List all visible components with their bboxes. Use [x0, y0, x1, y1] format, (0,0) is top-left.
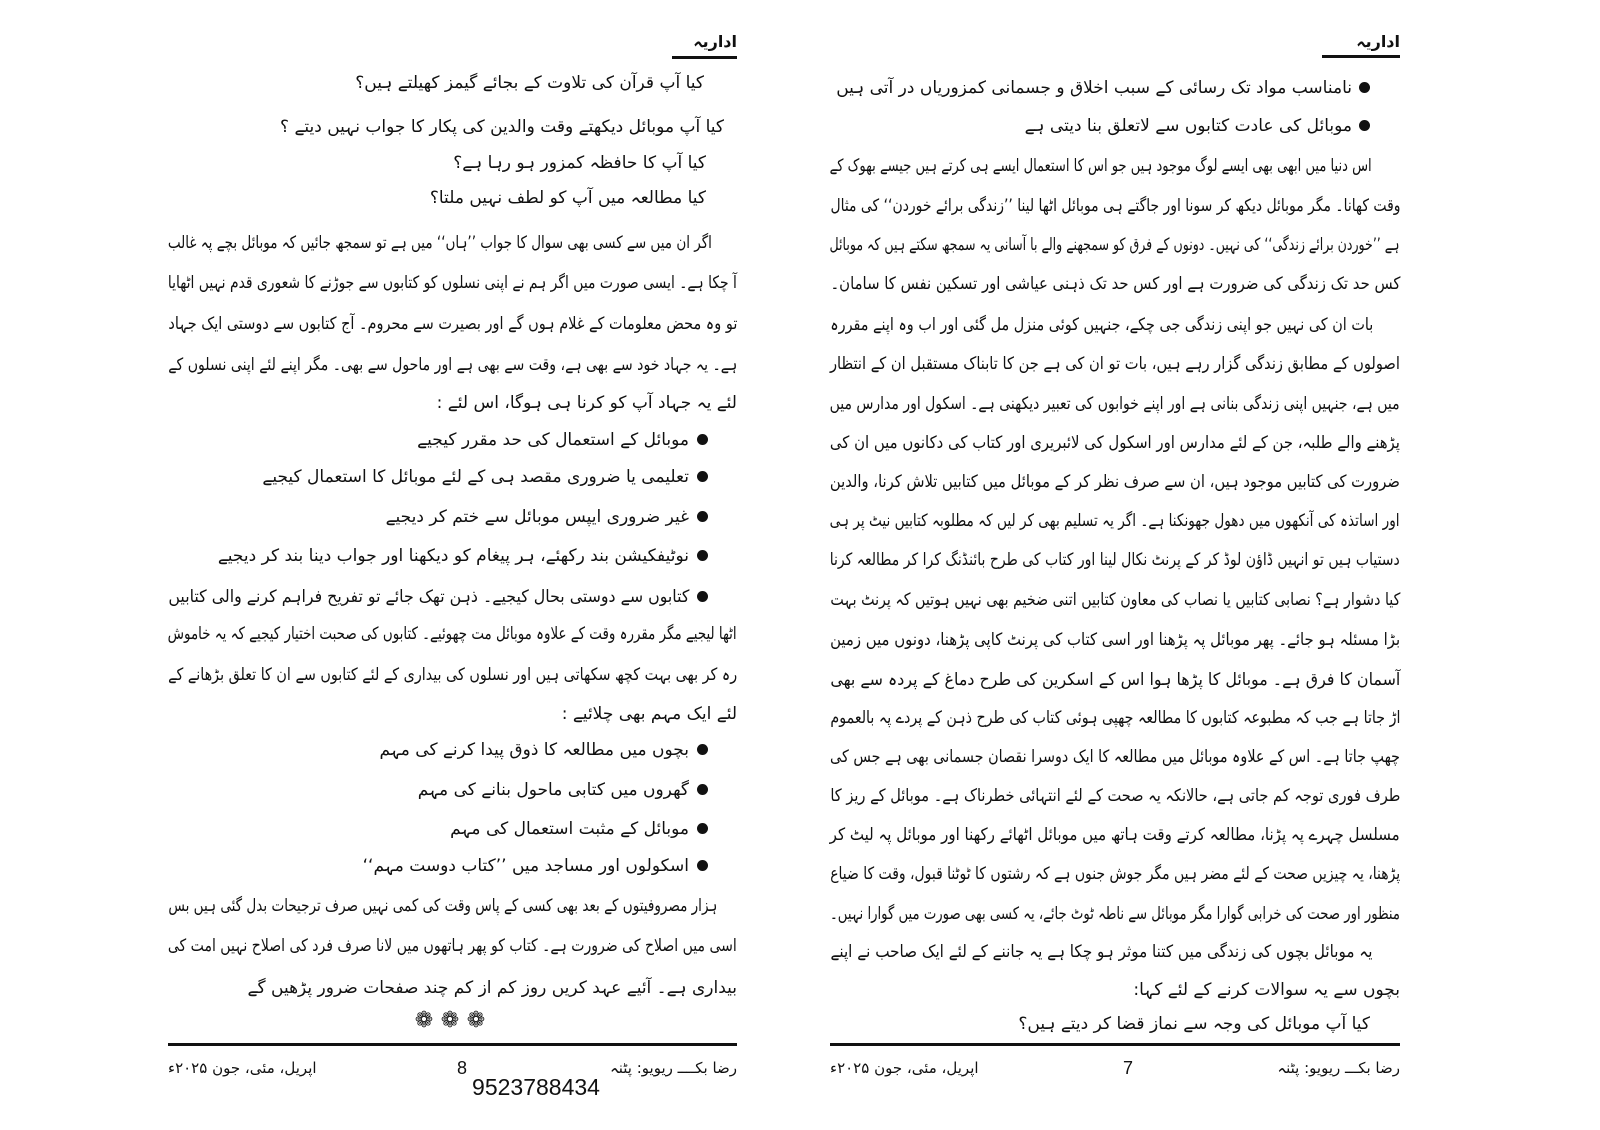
paragraph-line — [830, 150, 1400, 182]
line-text: منظور اور صحت کی خرابی گوارا مگر موبائل سے ناطہ ٹوٹ جائے، یہ کسی بھی صورت میں گوارا نہیں۔ — [830, 904, 1400, 924]
line-text: ہے ’’خوردن برائے زندگی‘‘ کی نہیں۔ دونوں کے فرق کو سمجھنے والے با آسانی یہ سمجھ سکتے ہیں کہ موبائل — [830, 235, 1400, 255]
line-text: آ چکا ہے۔ ایسی صورت میں اگر ہم نے اپنی نسلوں کو کتابوں سے جوڑنے کا شعوری قدم نہیں اٹھایا — [167, 273, 737, 293]
line-text: آسمان کا فرق ہے۔ موبائل کا پڑھا ہوا اس کے اسکرین کی طرح دماغ کے پردہ سے بھی — [830, 670, 1400, 690]
floral-ornament-icon — [437, 1006, 463, 1036]
footer-rule — [830, 1043, 1400, 1046]
paragraph-line — [168, 618, 737, 650]
question-line: کیا آپ کا حافظہ کمزور ہو رہا ہے؟ — [453, 153, 706, 173]
paragraph-line — [168, 659, 737, 691]
magazine-name: رضا بکـــ ریویو: پٹنہ — [1277, 1059, 1400, 1077]
paragraph-line — [168, 267, 737, 299]
paragraph-line — [830, 819, 1400, 851]
bullet-item: موبائل کے مثبت استعمال کی مہم — [450, 819, 689, 839]
question-line: کیا مطالعہ میں آپ کو لطف نہیں ملتا؟ — [429, 188, 706, 208]
paragraph-line — [830, 664, 1400, 696]
ornament-divider — [400, 1006, 500, 1036]
line-text: کس حد تک زندگی کی ضرورت ہے اور کس حد تک ذہنی عیاشی اور تسکین نفس کا سامان۔ — [829, 274, 1400, 294]
paragraph-line — [830, 427, 1400, 459]
line-text: پڑھنا، یہ چیزیں صحت کے لئے مضر ہیں مگر جوش جنوں ہے کہ رشتوں کا ٹوٹنا قبول، وقت کا ضیاع — [830, 864, 1400, 884]
line-text: اصولوں کے مطابق زندگی گزار رہے ہیں، بات تو ان کی ہے جن کا تابناک مستقبل ان کے انتظار — [830, 354, 1400, 374]
paragraph-line — [830, 466, 1400, 498]
line-text: رہ کر بھی بہت کچھ سکھاتی ہیں اور نسلوں کی بیداری کے لئے کتابوں سے ان کا تعلق بڑھانے کے — [167, 665, 737, 685]
line-text: بات ان کی نہیں جو اپنی زندگی جی چکے، جنہیں کوئی منزل مل گئی اور اب وہ اپنے مقررہ — [829, 315, 1373, 335]
paragraph-line — [168, 890, 737, 922]
paragraph-line — [830, 388, 1400, 420]
paragraph-line — [830, 268, 1400, 300]
paragraph-line — [830, 544, 1400, 576]
bullet-item: غیر ضروری ایپس موبائل سے ختم کر دیجیے — [385, 507, 689, 527]
line-text: اٹھا لیجیے مگر مقررہ وقت کے علاوہ موبائل مت چھوئیے۔ کتابوں کی صحبت اختیار کیجیے کہ یہ خاموش — [167, 624, 737, 644]
paragraph-line — [168, 308, 737, 340]
section-header: اداریہ — [1356, 32, 1400, 51]
line-text: بڑا مسئلہ ہو جائے۔ پھر موبائل پہ پڑھنا اور اسی کتاب کی پرنٹ کاپی پڑھنا، دونوں میں زمین — [830, 630, 1400, 650]
line-text: ہے۔ یہ جہاد خود سے بھی ہے، وقت سے بھی ہے اور ماحول سے بھی۔ مگر اپنے لئے اپنی نسلوں کے — [168, 355, 737, 375]
bullet-item: بچوں میں مطالعہ کا ذوق پیدا کرنے کی مہم — [379, 740, 689, 760]
header-rule — [672, 56, 737, 59]
header-rule — [1322, 55, 1400, 58]
line-text: اس دنیا میں ابھی بھی ایسے لوگ موجود ہیں جو اس کا استعمال ایسے ہی کرتے ہیں جیسے بھوک کے — [829, 156, 1372, 176]
magazine-name: رضا بکــــ ریویو: پٹنہ — [609, 1059, 737, 1077]
page-right — [800, 0, 1600, 1130]
phone-number: 9523788434 — [472, 1074, 600, 1100]
bullet-item: موبائل کی عادت کتابوں سے لاتعلق بنا دیتی ہے — [1024, 116, 1352, 136]
bullet-item: اسکولوں اور مساجد میں ’’کتاب دوست مہم‘‘ — [362, 856, 689, 876]
bullet-item: نوٹیفکیشن بند رکھئے، ہر پیغام کو دیکھنا اور جواب دینا بند کر دیجیے — [217, 546, 689, 566]
floral-ornament-icon — [463, 1006, 489, 1036]
line-text: کتابوں سے دوستی بحال کیجیے۔ ذہن تھک جائے تو تفریح فراہم کرنے والی کتابیں — [168, 587, 689, 607]
line-text: طرف فوری توجہ کم جاتی ہے، حالانکہ یہ صحت کے لئے انتہائی خطرناک ہے۔ موبائل کے ریز کا — [830, 786, 1400, 806]
issue-date: اپریل، مئی، جون ۲۰۲۵ء — [830, 1059, 979, 1077]
paragraph-line — [830, 505, 1400, 537]
question-line: کیا آپ قرآن کی تلاوت کے بجائے گیمز کھیلتے ہیں؟ — [355, 73, 704, 93]
page-number: 7 — [1122, 1058, 1133, 1078]
paragraph-line — [830, 348, 1400, 380]
paragraph-line — [168, 930, 737, 962]
paragraph-line — [830, 858, 1400, 890]
paragraph-line: بیداری ہے۔ آئیے عہد کریں روز کم از کم چند صفحات ضرور پڑھیں گے — [247, 978, 737, 998]
line-text: ضرورت کی کتابیں موجود ہیں، ان سے صرف نظر کر کے موبائل میں کتابیں تلاش کرنا، والدین — [830, 472, 1400, 492]
section-header: اداریہ — [693, 32, 737, 51]
question-line: کیا آپ موبائل کی وجہ سے نماز قضا کر دیتے ہیں؟ — [1018, 1014, 1370, 1034]
line-text: چھپ جاتا ہے۔ اس کے علاوہ موبائل میں مطالعہ کا ایک دوسرا نقصان جسمانی بھی ہے جس کی — [830, 747, 1400, 767]
footer-rule — [168, 1043, 737, 1046]
paragraph-line — [830, 190, 1400, 222]
line-text: ہزار مصروفیتوں کے بعد بھی کسی کے پاس وقت کی کمی نہیں صرف ترجیحات بدل گئی ہیں بس — [167, 896, 717, 916]
issue-date: اپریل، مئی، جون ۲۰۲۵ء — [168, 1059, 317, 1077]
paragraph-line — [830, 624, 1400, 656]
line-text: اور اساتذہ کی آنکھوں میں دھول جھونکنا ہے۔ اگر یہ تسلیم بھی کر لیں کہ مطلوبہ کتابیں نیٹ پر ہی — [830, 511, 1400, 531]
paragraph-line — [830, 780, 1400, 812]
line-text: اڑ جاتا ہے جب کہ مطبوعہ کتابوں کا مطالعہ چھپی ہوئی کتاب کی طرح ذہن کے پردے پہ بالعموم — [829, 708, 1400, 728]
line-text: پڑھنے والے طلبہ، جن کے لئے مدارس اور اسکول کی لائبریری اور کتاب کی دکانوں میں ان کی — [829, 433, 1400, 453]
bullet-item: نامناسب مواد تک رسائی کے سبب اخلاق و جسمانی کمزوریاں در آتی ہیں — [836, 78, 1352, 98]
line-text: یہ موبائل بچوں کی زندگی میں کتنا موثر ہو چکا ہے یہ جاننے کے لئے ایک صاحب نے اپنے — [830, 942, 1372, 962]
paragraph-line — [830, 229, 1400, 261]
paragraph-line — [168, 349, 737, 381]
paragraph-line — [830, 309, 1400, 341]
paragraph-line: بچوں سے یہ سوالات کرنے کے لئے کہا: — [1133, 980, 1400, 1000]
line-text: اسی میں اصلاح کی ضرورت ہے۔ کتاب کو پھر ہاتھوں میں لانا صرف فرد کی اصلاح نہیں امت کی — [168, 936, 737, 956]
floral-ornament-icon — [411, 1006, 437, 1036]
line-text: تو وہ محض معلومات کے غلام ہوں گے اور بصیرت سے محروم۔ آج کتابوں سے دوستی ایک جہاد — [168, 314, 737, 334]
line-text: وقت کھانا۔ مگر موبائل دیکھ کر سونا اور جاگتے ہی موبائل اٹھا لینا ’’زندگی برائے خوردن‘‘ کی مثال — [829, 196, 1400, 216]
paragraph-line — [830, 584, 1400, 616]
line-text: کیا دشوار ہے؟ نصابی کتابیں یا نصاب کی معاون کتابیں اتنی ضخیم بھی نہیں ہوتیں کہ پرنٹ بہت — [829, 590, 1400, 610]
line-text: دستیاب ہیں تو انہیں ڈاؤن لوڈ کر کے پرنٹ نکال لینا اور کتاب کی طرح بائنڈنگ کرا کر مطالعہ کرنا — [829, 550, 1400, 570]
line-text: میں ہے، جنہیں اپنی زندگی بنانی ہے اور اپنے خوابوں کی تعبیر دیکھنی ہے۔ اسکول اور مدارس میں — [829, 394, 1400, 414]
line-text: مسلسل چہرے پہ پڑنا، مطالعہ کرتے وقت ہاتھ میں موبائل اٹھائے رکھنا اور موبائل پہ لیٹ کر — [829, 825, 1400, 845]
paragraph-line — [830, 741, 1400, 773]
bullet-item: گھروں میں کتابی ماحول بنانے کی مہم — [417, 780, 689, 800]
bullet-item: تعلیمی یا ضروری مقصد ہی کے لئے موبائل کا استعمال کیجیے — [262, 467, 689, 487]
bullet-item — [168, 581, 737, 613]
paragraph-line — [830, 936, 1400, 968]
page-number: 8 — [456, 1058, 467, 1078]
paragraph-line: لئے ایک مہم بھی چلائیے : — [561, 704, 737, 724]
paragraph-line: لئے یہ جہاد آپ کو کرنا ہی ہوگا، اس لئے : — [436, 393, 737, 413]
paragraph-line — [830, 702, 1400, 734]
bullet-item: موبائل کے استعمال کی حد مقرر کیجیے — [417, 430, 689, 450]
paragraph-line — [830, 898, 1400, 930]
line-text: اگر ان میں سے کسی بھی سوال کا جواب ’’ہاں‘‘ میں ہے تو سمجھ جائیں کہ موبائل بچے پہ غالب — [167, 233, 712, 253]
question-line: کیا آپ موبائل دیکھتے وقت والدین کی پکار کا جواب نہیں دیتے ؟ — [280, 117, 724, 137]
